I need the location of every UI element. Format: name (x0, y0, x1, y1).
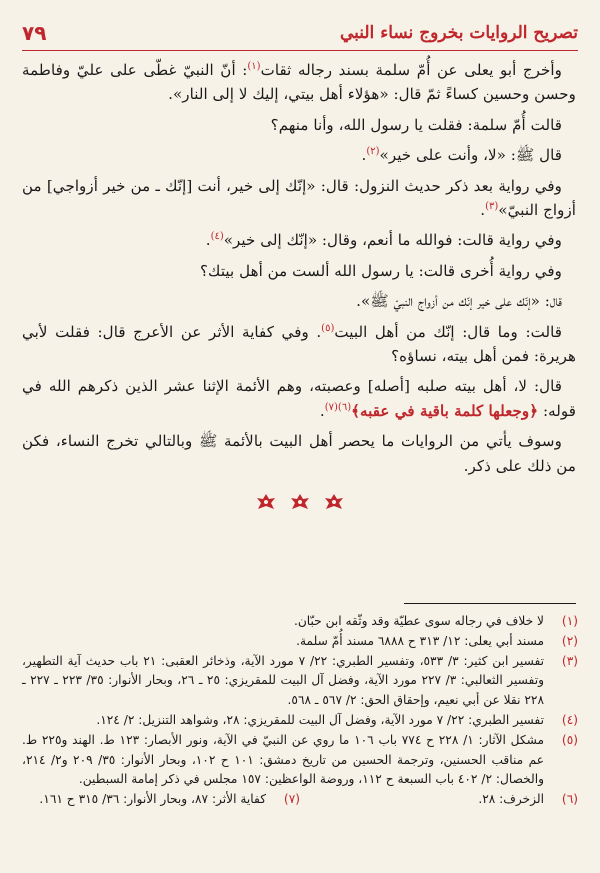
ornament-icon (256, 493, 276, 511)
text-span: قال ﷺ: «لا، وأنت على خير» (379, 146, 562, 165)
footnote-text: كفاية الأثر: ٨٧، وبحار الأنوار: ٣٦/ ٣١٥ ح ١٦١. (39, 792, 266, 807)
footnote-ref[interactable]: (٣) (485, 200, 499, 212)
running-title: تصريح الروايات بخروج نساء النبي (339, 23, 578, 43)
footnote-number: (١) (561, 614, 578, 628)
footnote-number: (٦) (561, 792, 578, 807)
footnotes (22, 612, 578, 810)
footnote (22, 612, 578, 632)
footnote (300, 790, 578, 810)
paragraph (22, 320, 576, 369)
ornament-icon (290, 493, 310, 511)
footnote-row (22, 790, 578, 810)
footnote-number: (٤) (561, 712, 578, 727)
paragraph (22, 374, 576, 423)
footnote (22, 731, 578, 790)
footnote-ref[interactable]: (١) (247, 60, 261, 72)
footnote (22, 711, 578, 731)
text-span: . وفي كفاية الأثر عن الأعرج قال: فقلت لأبي هريرة: فمن أهل بيته، نساؤه؟ (22, 322, 576, 366)
paragraph (22, 58, 576, 107)
section-divider (0, 493, 600, 511)
text-span: وسوف يأتي من الروايات ما يحصر أهل البيت بالأئمة ﷺ وبالتالي تخرج النساء، فكن من ذلك على ذكر. (22, 432, 576, 475)
footnote (22, 632, 578, 652)
footnote (22, 790, 300, 810)
text-span: قال: «إنّك على خير إنّك من أزواج النبيّ ﷺ». (356, 292, 562, 311)
paragraph (22, 228, 576, 252)
text-span: . (480, 201, 486, 220)
text-span: : أنّ النبيّ غطّى على عليّ وفاطمة وحسن وحسين كساءً ثمّ قال: «هؤلاء أهل بيتي، إليك لا إلى النار». (22, 61, 576, 104)
paragraph (22, 174, 576, 223)
footnote-text: مشكل الآثار: ١/ ٢٢٨ ح ٧٧٤ باب ١٠٦ ما روي عن النبيّ في الآية، ونور الأبصار: ١٢٣ ط. الهند و٢٢٥ ط. عم مناقب الحسنين، وترجمة الحسين من تاريخ دمشق: ١٠١ ح ١٠٢، وبحار الأنوار: ٣٥/ ٢٠٩ و٢/ ٢١٤، والخصال: ٢/ ٤٠٢ باب السبعة ح ١١٢، وروضة الواعظين: ١٥٧ مجلس في ذكر إمامة السبطين. (22, 732, 545, 787)
footnote-separator (404, 603, 576, 604)
footnote-text: تفسير ابن كثير: ٣/ ٥٣٣، وتفسير الطبري: ٢٢/ ٧ مورد الآية، وذخائر العقبى: ٢١ باب حديث آية التطهير، وتفسير الثعالبي: ٣/ ٢٢٧ مورد الآية، وفضل آل البيت للمقريزي: ٢٥ ـ ٢٦، وبحار الأنوار: ٣٥/ ٢٢٣ ـ ٢٢٧ ـ ٢٢٨ نقلا عن أبي نعيم، وإحقاق الحق: ٢/ ٥٦٧ ـ ٥٦٨. (22, 653, 545, 708)
text-span: وفي رواية بعد ذكر حديث النزول: قال: «إنّك إلى خير، أنت [إنّك ـ من خير أزواجي] من أزواج النبيّ» (22, 176, 576, 220)
paragraph (22, 113, 576, 137)
footnote-ref[interactable]: (٦)(٧) (324, 401, 352, 413)
text-span: . (205, 231, 211, 250)
quran-verse: ﴿وجعلها كلمة باقية في عقبه﴾ (351, 401, 539, 420)
footnote-text: مسند أبي يعلى: ١٢/ ٣١٣ ح ٦٨٨٨ مسند أُمّ سلمة. (296, 633, 544, 648)
paragraph (22, 143, 576, 167)
footnote-number: (٢) (561, 633, 578, 648)
footnote-number: (٣) (561, 653, 578, 668)
paragraph (22, 429, 576, 478)
paragraph (22, 259, 576, 283)
footnote-ref[interactable]: (٤) (210, 231, 224, 243)
footnote-number: (٧) (283, 792, 300, 807)
text-span: وأخرج أبو يعلى عن أُمّ سلمة بسند رجاله ثقات (260, 61, 562, 79)
footnote-ref[interactable]: (٢) (366, 146, 380, 158)
footnote-text: الزخرف: ٢٨. (478, 792, 544, 807)
text-span: قال: لا، أهل بيته صلبه [أصله] وعصبته، وهم الأئمة الإثنا عشر الذين ذكرهم الله في قوله: (22, 377, 576, 420)
text-span: وفي رواية أُخرى قالت: يا رسول الله ألست من أهل بيتك؟ (199, 261, 562, 280)
footnote (22, 652, 578, 711)
text-span: . (361, 146, 367, 165)
page-number: ٧٩ (22, 21, 47, 45)
footnote-text: تفسير الطبري: ٢٢/ ٧ مورد الآية، وفضل آل البيت للمقريزي: ٢٨، وشواهد التنزيل: ٢/ ١٢٤. (96, 712, 544, 727)
text-span: قالت: وما قال: إنّك من أهل البيت (334, 322, 562, 341)
ornament-icon (324, 493, 344, 511)
footnote-text: لا خلاف في رجاله سوى عطيّة وقد وثّقه ابن حبّان. (293, 614, 544, 628)
footnote-number: (٥) (561, 732, 578, 747)
page-header (22, 16, 578, 51)
main-text (22, 58, 576, 484)
text-span: وفي رواية قالت: فوالله ما أنعم، وقال: «إنّك إلى خير» (223, 231, 562, 250)
text-span: . (319, 401, 325, 420)
text-span: قالت أُمّ سلمة: فقلت يا رسول الله، وأنا منهم؟ (270, 115, 562, 134)
footnote-ref[interactable]: (٥) (321, 322, 335, 334)
paragraph (22, 289, 576, 313)
